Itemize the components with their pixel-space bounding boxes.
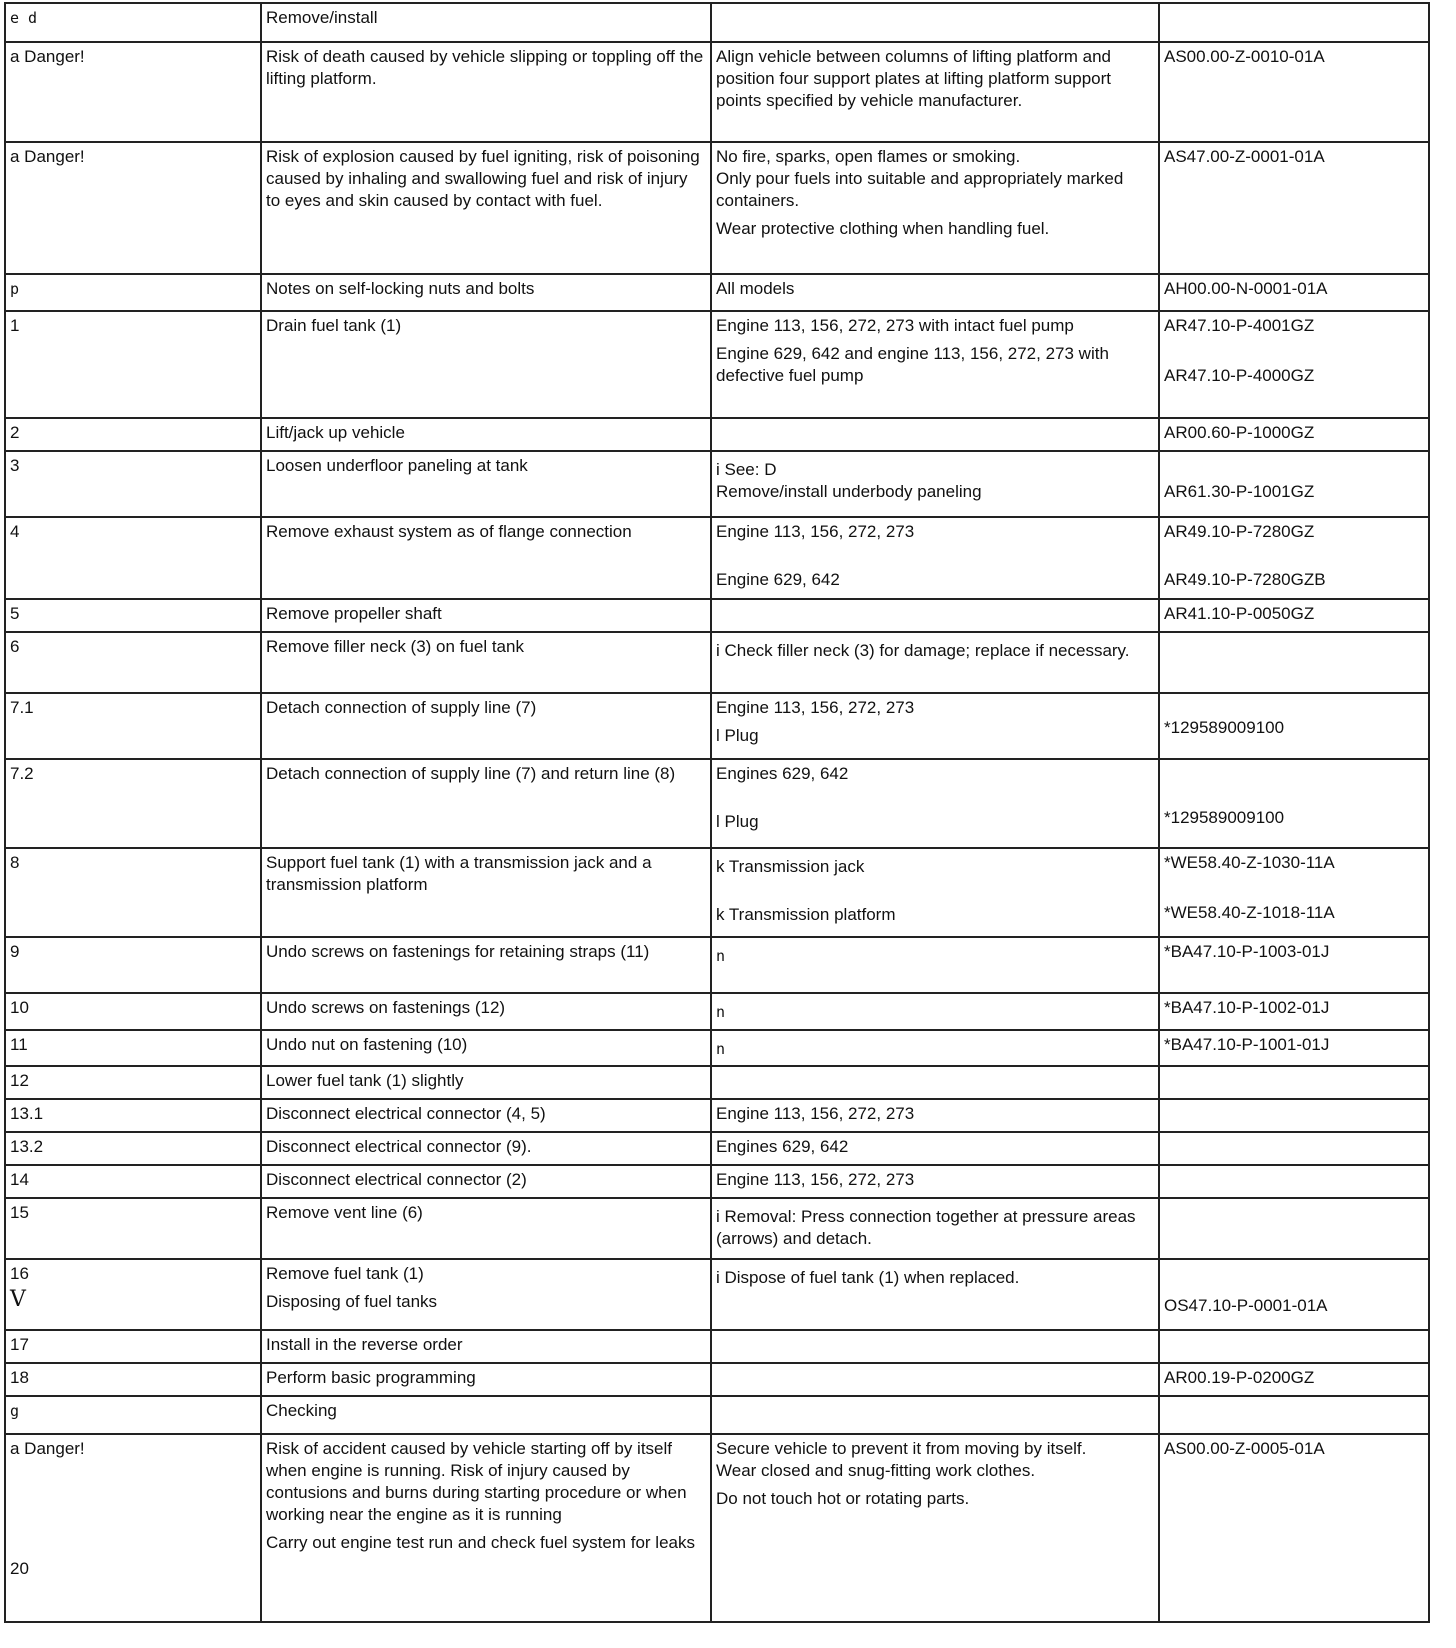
note-text: Engine 113, 156, 272, 273 xyxy=(716,1170,915,1189)
notes-cell xyxy=(711,993,1159,1030)
notes-cell xyxy=(711,1030,1159,1066)
notes-cell xyxy=(711,42,1159,142)
operation-cell xyxy=(261,517,711,599)
notes-cell xyxy=(711,274,1159,311)
reference-cell xyxy=(1159,3,1429,42)
step-cell xyxy=(5,1099,261,1132)
reference-link[interactable]: *129589009100 xyxy=(1164,718,1285,737)
step-cell xyxy=(5,937,261,993)
step-cell xyxy=(5,451,261,517)
step-number: 7.1 xyxy=(10,698,34,717)
operation-text: Checking xyxy=(266,1401,337,1420)
reference-cell xyxy=(1159,848,1429,937)
note-text: Engine 113, 156, 272, 273 xyxy=(716,522,915,541)
operation-text: Risk of death caused by vehicle slipping or toppling off the lifting platform. xyxy=(266,47,704,88)
tool-symbol: n xyxy=(716,947,726,965)
step-cell xyxy=(5,693,261,759)
reference-link[interactable]: AR49.10-P-7280GZ xyxy=(1164,522,1315,541)
table-row xyxy=(5,993,1429,1030)
notes-cell xyxy=(711,1330,1159,1363)
reference-cell xyxy=(1159,1099,1429,1132)
notes-cell xyxy=(711,1066,1159,1099)
operation-text: Perform basic programming xyxy=(266,1368,476,1387)
reference-link[interactable]: AH00.00-N-0001-01A xyxy=(1164,279,1328,298)
operation-cell xyxy=(261,1259,711,1330)
table-row xyxy=(5,1434,1429,1622)
step-number: 13.2 xyxy=(10,1137,44,1156)
reference-link[interactable]: *BA47.10-P-1001-01J xyxy=(1164,1035,1330,1054)
reference-link[interactable]: OS47.10-P-0001-01A xyxy=(1164,1296,1328,1315)
reference-cell xyxy=(1159,1165,1429,1198)
check-symbol: g xyxy=(10,1402,20,1420)
operation-cell xyxy=(261,274,711,311)
operation-text: Remove vent line (6) xyxy=(266,1203,423,1222)
operation-cell xyxy=(261,1165,711,1198)
step-number: 10 xyxy=(10,998,29,1017)
notes-cell xyxy=(711,142,1159,274)
reference-cell xyxy=(1159,937,1429,993)
reference-link[interactable]: AR47.10-P-4000GZ xyxy=(1164,366,1315,385)
step-cell xyxy=(5,993,261,1030)
step-cell xyxy=(5,1330,261,1363)
notes-cell xyxy=(711,599,1159,632)
reference-link[interactable]: AR00.60-P-1000GZ xyxy=(1164,423,1315,442)
operation-text: Remove filler neck (3) on fuel tank xyxy=(266,637,524,656)
note-text: Wear protective clothing when handling fuel. xyxy=(716,219,1050,238)
operation-text: Undo nut on fastening (10) xyxy=(266,1035,468,1054)
operation-text: Undo screws on fastenings for retaining straps (11) xyxy=(266,942,650,961)
table-row xyxy=(5,1132,1429,1165)
notes-cell xyxy=(711,1198,1159,1259)
table-row xyxy=(5,451,1429,517)
reference-cell xyxy=(1159,142,1429,274)
notes-cell xyxy=(711,517,1159,599)
operation-cell xyxy=(261,1066,711,1099)
operation-cell xyxy=(261,1198,711,1259)
operation-cell xyxy=(261,1396,711,1434)
step-number: 20 xyxy=(10,1559,29,1578)
note-text: Secure vehicle to prevent it from moving by itself. xyxy=(716,1439,1087,1458)
operation-cell xyxy=(261,693,711,759)
notes-cell xyxy=(711,1259,1159,1330)
step-cell xyxy=(5,517,261,599)
operation-text: Drain fuel tank (1) xyxy=(266,316,402,335)
reference-link[interactable]: *BA47.10-P-1003-01J xyxy=(1164,942,1330,961)
note-text: All models xyxy=(716,279,795,298)
operation-text: Disconnect electrical connector (2) xyxy=(266,1170,527,1189)
operation-cell xyxy=(261,1363,711,1396)
step-cell xyxy=(5,1030,261,1066)
note-symbol: p xyxy=(10,280,20,298)
reference-cell xyxy=(1159,274,1429,311)
reference-cell xyxy=(1159,1363,1429,1396)
operation-text: Lift/jack up vehicle xyxy=(266,423,405,442)
tool-symbol: n xyxy=(716,1003,726,1021)
operation-cell xyxy=(261,632,711,693)
step-cell xyxy=(5,3,261,42)
operation-cell xyxy=(261,599,711,632)
notes-cell xyxy=(711,848,1159,937)
step-cell xyxy=(5,599,261,632)
note-text: Engine 113, 156, 272, 273 xyxy=(716,698,915,717)
step-number: 6 xyxy=(10,637,20,656)
note-text: Engines 629, 642 xyxy=(716,1137,849,1156)
note-text: i Check filler neck (3) for damage; replace if necessary. xyxy=(716,641,1130,660)
step-number: 11 xyxy=(10,1035,28,1054)
step-number: 3 xyxy=(10,456,20,475)
notes-cell xyxy=(711,1363,1159,1396)
step-cell xyxy=(5,1434,261,1622)
note-text: Align vehicle between columns of lifting platform and position four support plates at lifting platform support points specified by vehicle manufacturer. xyxy=(716,47,1111,110)
note-text: i Dispose of fuel tank (1) when replaced. xyxy=(716,1268,1020,1287)
table-row xyxy=(5,274,1429,311)
operation-cell xyxy=(261,759,711,848)
step-cell xyxy=(5,848,261,937)
step-number: 5 xyxy=(10,604,20,623)
operation-text: Disconnect electrical connector (9). xyxy=(266,1137,532,1156)
table-row xyxy=(5,632,1429,693)
operation-text: Support fuel tank (1) with a transmission jack and a transmission platform xyxy=(266,853,652,894)
notes-cell xyxy=(711,1099,1159,1132)
note-text: k Transmission jack xyxy=(716,857,865,876)
reference-cell xyxy=(1159,1132,1429,1165)
step-cell xyxy=(5,142,261,274)
operation-text: Lower fuel tank (1) slightly xyxy=(266,1071,464,1090)
note-text: Engine 629, 642 and engine 113, 156, 272, 273 with defective fuel pump xyxy=(716,344,1109,385)
table-row xyxy=(5,418,1429,451)
reference-cell xyxy=(1159,632,1429,693)
operation-cell xyxy=(261,848,711,937)
reference-link[interactable]: AS47.00-Z-0001-01A xyxy=(1164,147,1325,166)
notes-cell xyxy=(711,1434,1159,1622)
step-number: 7.2 xyxy=(10,764,34,783)
step-cell xyxy=(5,632,261,693)
table-row xyxy=(5,759,1429,848)
step-cell xyxy=(5,274,261,311)
reference-cell xyxy=(1159,1330,1429,1363)
step-number: 9 xyxy=(10,942,20,961)
note-text: Wear closed and snug-fitting work clothes. xyxy=(716,1461,1036,1480)
notes-cell xyxy=(711,693,1159,759)
operation-cell xyxy=(261,451,711,517)
operation-text: Detach connection of supply line (7) and return line (8) xyxy=(266,764,676,783)
reference-cell xyxy=(1159,1259,1429,1330)
table-row xyxy=(5,1066,1429,1099)
note-text: l Plug xyxy=(716,726,759,745)
operation-text: Carry out engine test run and check fuel system for leaks xyxy=(266,1533,695,1552)
operation-cell xyxy=(261,3,711,42)
table-row xyxy=(5,3,1429,42)
table-row xyxy=(5,1099,1429,1132)
table-row xyxy=(5,599,1429,632)
operation-text: Disposing of fuel tanks xyxy=(266,1292,438,1311)
notes-cell xyxy=(711,1396,1159,1434)
note-text: Only pour fuels into suitable and appropriately marked containers. xyxy=(716,169,1124,210)
reference-link[interactable]: AS00.00-Z-0005-01A xyxy=(1164,1439,1325,1458)
reference-cell xyxy=(1159,311,1429,418)
reference-cell xyxy=(1159,451,1429,517)
notes-cell xyxy=(711,311,1159,418)
step-number: 4 xyxy=(10,522,20,541)
table-row xyxy=(5,1259,1429,1330)
table-row xyxy=(5,1396,1429,1434)
note-text: Engines 629, 642 xyxy=(716,764,849,783)
operation-cell xyxy=(261,142,711,274)
operation-cell xyxy=(261,1132,711,1165)
notes-cell xyxy=(711,1165,1159,1198)
step-number: 8 xyxy=(10,853,20,872)
reference-cell xyxy=(1159,1434,1429,1622)
step-cell xyxy=(5,1363,261,1396)
table-row xyxy=(5,848,1429,937)
note-text: Engine 113, 156, 272, 273 xyxy=(716,1104,915,1123)
reference-cell xyxy=(1159,517,1429,599)
table-row xyxy=(5,1030,1429,1066)
operation-cell xyxy=(261,418,711,451)
reference-cell xyxy=(1159,1198,1429,1259)
operation-cell xyxy=(261,1434,711,1622)
operation-cell xyxy=(261,937,711,993)
operation-cell xyxy=(261,42,711,142)
operation-cell xyxy=(261,1330,711,1363)
note-text: i See: D xyxy=(716,460,777,479)
notes-cell xyxy=(711,418,1159,451)
step-number: 13.1 xyxy=(10,1104,44,1123)
reference-cell xyxy=(1159,1396,1429,1434)
reference-link[interactable]: *129589009100 xyxy=(1164,808,1285,827)
operation-text: Install in the reverse order xyxy=(266,1335,463,1354)
reference-cell xyxy=(1159,993,1429,1030)
step-cell xyxy=(5,759,261,848)
step-number: 12 xyxy=(10,1071,29,1090)
operation-cell xyxy=(261,993,711,1030)
reference-cell xyxy=(1159,418,1429,451)
table-row xyxy=(5,311,1429,418)
step-number: 15 xyxy=(10,1203,29,1222)
table-row xyxy=(5,693,1429,759)
danger-label: a Danger! xyxy=(10,47,85,66)
note-text: Engine 629, 642 xyxy=(716,570,840,589)
step-cell xyxy=(5,1066,261,1099)
notes-cell xyxy=(711,3,1159,42)
note-text: k Transmission platform xyxy=(716,905,896,924)
reference-link[interactable]: *WE58.40-Z-1030-11A xyxy=(1164,853,1335,872)
table-row xyxy=(5,142,1429,274)
operation-text: Loosen underfloor paneling at tank xyxy=(266,456,528,475)
note-text: l Plug xyxy=(716,812,759,831)
operation-text: Remove exhaust system as of flange connection xyxy=(266,522,632,541)
reference-link[interactable]: AR41.10-P-0050GZ xyxy=(1164,604,1315,623)
procedure-table xyxy=(4,2,1430,1623)
step-cell xyxy=(5,1259,261,1330)
reference-cell xyxy=(1159,693,1429,759)
reference-cell xyxy=(1159,42,1429,142)
operation-text: Disconnect electrical connector (4, 5) xyxy=(266,1104,546,1123)
reference-cell xyxy=(1159,1066,1429,1099)
operation-cell xyxy=(261,311,711,418)
step-cell xyxy=(5,1132,261,1165)
notes-cell xyxy=(711,632,1159,693)
reference-link[interactable]: *BA47.10-P-1002-01J xyxy=(1164,998,1330,1017)
table-row xyxy=(5,1330,1429,1363)
step-cell xyxy=(5,1165,261,1198)
step-cell xyxy=(5,1396,261,1434)
table-row xyxy=(5,42,1429,142)
reference-link[interactable]: AS00.00-Z-0010-01A xyxy=(1164,47,1325,66)
step-symbol: e d xyxy=(10,9,38,27)
notes-cell xyxy=(711,1132,1159,1165)
step-number: 17 xyxy=(10,1335,29,1354)
table-row xyxy=(5,1198,1429,1259)
operation-text: Remove propeller shaft xyxy=(266,604,442,623)
step-cell xyxy=(5,1198,261,1259)
note-text: i Removal: Press connection together at pressure areas (arrows) and detach. xyxy=(716,1207,1136,1248)
reference-link[interactable]: AR49.10-P-7280GZB xyxy=(1164,570,1326,589)
disposal-symbol: V xyxy=(10,1287,26,1312)
operation-text: Remove/install xyxy=(266,8,378,27)
step-number: 2 xyxy=(10,423,20,442)
operation-text: Risk of explosion caused by fuel igniting, risk of poisoning caused by inhaling and swallowing fuel and risk of injury to eyes and skin caused by contact with fuel. xyxy=(266,147,700,210)
table-row xyxy=(5,1165,1429,1198)
table-row xyxy=(5,517,1429,599)
step-cell xyxy=(5,311,261,418)
step-number: 1 xyxy=(10,316,20,335)
notes-cell xyxy=(711,937,1159,993)
reference-cell xyxy=(1159,759,1429,848)
tool-symbol: n xyxy=(716,1040,726,1058)
operation-cell xyxy=(261,1099,711,1132)
operation-text: Detach connection of supply line (7) xyxy=(266,698,537,717)
step-number: 18 xyxy=(10,1368,29,1387)
note-text: No fire, sparks, open flames or smoking. xyxy=(716,147,1021,166)
operation-text: Risk of accident caused by vehicle starting off by itself when engine is running. Risk of injury caused by contusions and burns during starting procedure or when working near the engine as it is running xyxy=(266,1439,687,1524)
note-text: Remove/install underbody paneling xyxy=(716,482,982,501)
table-row xyxy=(5,937,1429,993)
step-cell xyxy=(5,42,261,142)
operation-text: Undo screws on fastenings (12) xyxy=(266,998,506,1017)
reference-link[interactable]: AR61.30-P-1001GZ xyxy=(1164,482,1315,501)
reference-link[interactable]: AR00.19-P-0200GZ xyxy=(1164,1368,1315,1387)
operation-cell xyxy=(261,1030,711,1066)
reference-cell xyxy=(1159,1030,1429,1066)
operation-text: Notes on self-locking nuts and bolts xyxy=(266,279,535,298)
reference-cell xyxy=(1159,599,1429,632)
note-text: Do not touch hot or rotating parts. xyxy=(716,1489,970,1508)
notes-cell xyxy=(711,759,1159,848)
step-number: 14 xyxy=(10,1170,29,1189)
reference-link[interactable]: *WE58.40-Z-1018-11A xyxy=(1164,903,1335,922)
step-cell xyxy=(5,418,261,451)
step-number: 16 xyxy=(10,1264,29,1283)
note-text: Engine 113, 156, 272, 273 with intact fuel pump xyxy=(716,316,1074,335)
notes-cell xyxy=(711,451,1159,517)
danger-label: a Danger! xyxy=(10,147,85,166)
danger-label: a Danger! xyxy=(10,1439,85,1458)
table-row xyxy=(5,1363,1429,1396)
reference-link[interactable]: AR47.10-P-4001GZ xyxy=(1164,316,1315,335)
operation-text: Remove fuel tank (1) xyxy=(266,1264,424,1283)
